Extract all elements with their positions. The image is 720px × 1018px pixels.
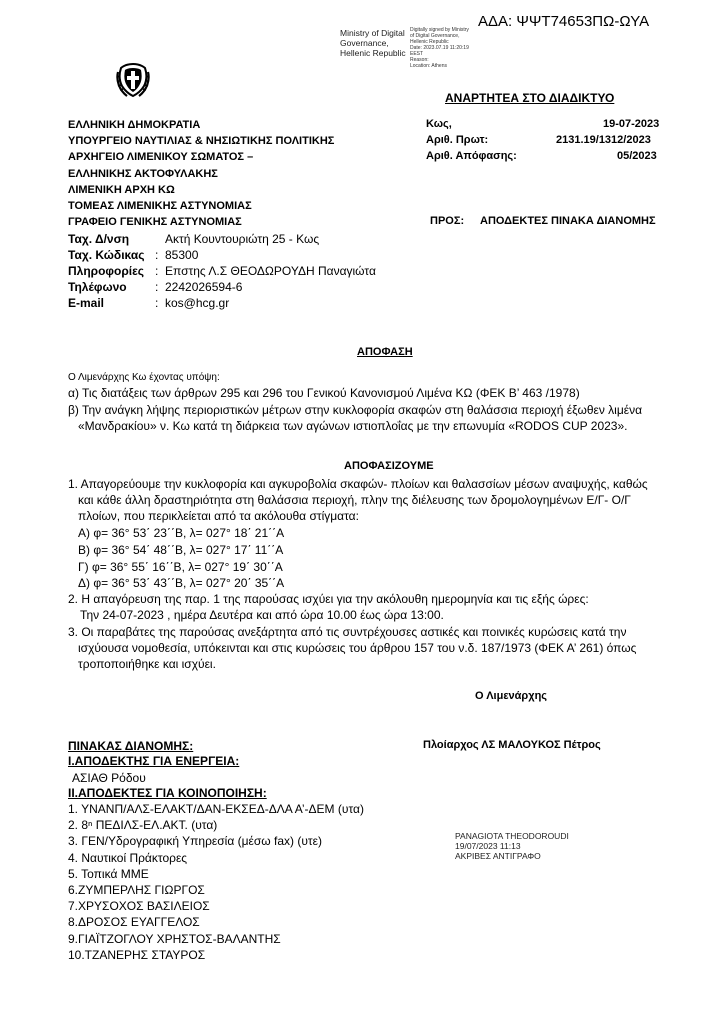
article1-line: πλοίων, που περικλείεται από τα ακόλουθα στίγματα: xyxy=(78,509,359,523)
separator: : xyxy=(155,248,159,262)
list-item: 5. Τοπικά ΜΜΕ xyxy=(68,866,149,881)
info-recipients-title: ΙΙ.ΑΠΟΔΕΚΤΕΣ ΓΙΑ ΚΟΙΝΟΠΟΙΗΣΗ: xyxy=(68,786,267,800)
address-label: Ταχ. Δ/νση xyxy=(68,232,130,246)
phone-label: Τηλέφωνο xyxy=(68,280,127,294)
list-item: 8.ΔΡΟΣΟΣ ΕΥΑΓΓΕΛΟΣ xyxy=(68,915,200,930)
coordinate-point: Δ) φ= 36° 53΄ 43΄΄Β, λ= 027° 20΄ 35΄΄Α xyxy=(78,576,285,590)
consideration-a: α) Τις διατάξεις των άρθρων 295 και 296 του Γενικού Κανονισμού Λιμένα ΚΩ (ΦΕΚ Β’ 463 /1978) xyxy=(68,386,580,400)
article2-line: 2. Η απαγόρευση της παρ. 1 της παρούσας ισχύει για την ακόλουθη ημερομηνία και τις εξής ώρες: xyxy=(68,592,589,606)
coordinate-point: Γ) φ= 36° 55΄ 16΄΄Β, λ= 027° 19΄ 30΄΄Α xyxy=(78,560,283,574)
article2-line: Την 24-07-2023 , ημέρα Δευτέρα και από ώρα 10.00 έως ώρα 13:00. xyxy=(80,608,444,622)
preamble: Ο Λιμενάρχης Κω έχοντας υπόψη: xyxy=(68,372,220,383)
ada-code: ΑΔΑ: ΨΨΤ74653ΠΩ-ΩΥΑ xyxy=(478,13,650,30)
phone-value: 2242026594-6 xyxy=(165,280,243,294)
article3-line: 3. Οι παραβάτες της παρούσας ανεξάρτητα από τις συντρέχουσες αστικές και ποινικές κυρώσεις κατά την xyxy=(68,625,627,639)
issuer-line: ΕΛΛΗΝΙΚΗΣ ΑΚΤΟΦΥΛΑΚΗΣ xyxy=(68,167,218,180)
decision-number: 05/2023 xyxy=(617,150,657,162)
article3-line: ισχύουσα νομοθεσία, υπόκεινται και στις κυρώσεις του άρθρου 157 του ν.δ. 187/1973 (ΦΕΚ Α’ 261) όπως xyxy=(78,641,637,655)
issuer-line: ΥΠΟΥΡΓΕΙΟ ΝΑΥΤΙΛΙΑΣ & ΝΗΣΙΩΤΙΚΗΣ ΠΟΛΙΤΙΚΗΣ xyxy=(68,135,335,148)
issuer-line: ΕΛΛΗΝΙΚΗ ΔΗΜΟΚΡΑΤΙΑ xyxy=(68,119,201,131)
document-date: 19-07-2023 xyxy=(603,118,660,130)
address-value: Ακτή Κουντουριώτη 25 - Κως xyxy=(165,232,320,246)
info-label: Πληροφορίες xyxy=(68,264,145,278)
recipients-label: ΠΡΟΣ: xyxy=(430,215,465,227)
issuer-line: ΑΡΧΗΓΕΙΟ ΛΙΜΕΝΙΚΟΥ ΣΩΜΑΤΟΣ – xyxy=(68,151,254,164)
postal-value: 85300 xyxy=(165,248,199,262)
separator: : xyxy=(155,280,159,294)
action-recipients-title: Ι.ΑΠΟΔΕΚΤΗΣ ΓΙΑ ΕΝΕΡΓΕΙΑ: xyxy=(68,754,240,768)
article1-line: και κάθε άλλη δραστηριότητα στη θαλάσσια περιοχή, πλην της διέλευσης των δρομολογημένων Ε/Γ- Ο/Γ xyxy=(78,493,631,507)
issuer-line: ΤΟΜΕΑΣ ΛΙΜΕΝΙΚΗΣ ΑΣΤΥΝΟΜΙΑΣ xyxy=(68,200,252,213)
issuer-line: ΛΙΜΕΝΙΚΗ ΑΡΧΗ ΚΩ xyxy=(68,183,175,196)
list-item: 6.ΖΥΜΠΕΡΛΗΣ ΓΙΩΡΓΟΣ xyxy=(68,883,205,898)
distribution-title: ΠΙΝΑΚΑΣ ΔΙΑΝΟΜΗΣ: xyxy=(68,739,194,753)
article3-line: τροποποιήθηκε και ισχύει. xyxy=(78,657,216,671)
digital-signature-signer: Ministry of Digital Governance, Hellenic Republic xyxy=(340,28,406,58)
list-item: 10.ΤΖΑΝΕΡΗΣ ΣΤΑΥΡΟΣ xyxy=(68,947,206,962)
copy-stamp: PANAGIOTA THEODOROUDI 19/07/2023 11:13 ΑΚΡΙΒΕΣ ΑΝΤΙΓΡΑΦΟ xyxy=(455,831,569,861)
decision-title: ΑΠΟΦΑΣΗ xyxy=(357,346,413,358)
action-recipient: ΑΣΙΑΘ Ρόδου xyxy=(72,771,146,785)
list-item: 2. 8ⁿ ΠΕΔΙΛΣ-ΕΛ.ΑΚΤ. (υτα) xyxy=(68,818,218,833)
info-value: Επστης Λ.Σ ΘΕΟΔΩΡΟΥΔΗ Παναγιώτα xyxy=(165,264,376,278)
postal-label: Ταχ. Κώδικας xyxy=(68,248,145,262)
protocol-label: Αριθ. Πρωτ: xyxy=(426,134,489,146)
issuer-block xyxy=(68,117,334,230)
email-label: E-mail xyxy=(68,296,105,310)
list-item: 4. Ναυτικοί Πράκτορες xyxy=(68,850,188,865)
info-recipients-list xyxy=(68,801,364,963)
decision-label: Αριθ. Απόφασης: xyxy=(426,150,517,162)
separator: : xyxy=(155,264,159,278)
list-item: 3. ΓΕΝ/Υδρογραφική Υπηρεσία (μέσω fax) (υτε) xyxy=(68,834,322,849)
place-label: Κως, xyxy=(426,118,452,130)
list-item: 9.ΓΙΑΪΤΖΟΓΛΟΥ ΧΡΗΣΤΟΣ-ΒΑΛΑΝΤΗΣ xyxy=(68,931,281,946)
article1-line: 1. Απαγορεύουμε την κυκλοφορία και αγκυροβολία σκαφών- πλοίων και θαλασσίων μέσων αναψυχής, καθώς xyxy=(68,477,648,491)
separator: : xyxy=(155,296,159,310)
issuer-line: ΓΡΑΦΕΙΟ ΓΕΝΙΚΗΣ ΑΣΤΥΝΟΜΙΑΣ xyxy=(68,216,242,229)
digital-signature-details: Digitally signed by Ministry of Digital Governance, Hellenic Republic Date: 2023.07.19 11:20:19 EEST Reason: Location: Athens xyxy=(410,27,469,69)
list-item: 7.ΧΡΥΣΟΧΟΣ ΒΑΣΙΛΕΙΟΣ xyxy=(68,899,210,914)
posting-notice: ΑΝΑΡΤΗΤΕΑ ΣΤΟ ΔΙΑΔΙΚΤΥΟ xyxy=(445,91,615,105)
protocol-number: 2131.19/1312/2023 xyxy=(556,134,651,146)
decide-title: ΑΠΟΦΑΣΙΖΟΥΜΕ xyxy=(344,460,434,472)
coordinate-point: Α) φ= 36° 53΄ 23΄΄Β, λ= 027° 18΄ 21΄΄Α xyxy=(78,526,285,540)
signer-title: Ο Λιμενάρχης xyxy=(475,690,548,702)
list-item: 1. ΥΝΑΝΠ/ΑΛΣ-ΕΛΑΚΤ/ΔΑΝ-ΕΚΣΕΔ-ΔΛΑ Α’-ΔΕΜ (υτα) xyxy=(68,802,364,816)
consideration-b: β) Την ανάγκη λήψης περιοριστικών μέτρων στην κυκλοφορία σκαφών στη θαλάσσια περιοχή έξωθεν λιμένα xyxy=(68,403,643,417)
consideration-b-cont: «Μανδρακίου» ν. Κω κατά τη διάρκεια των αγώνων ιστιοπλοΐας με την επωνυμία «RODOS CUP 2023». xyxy=(78,419,628,433)
signer-name: Πλοίαρχος ΛΣ ΜΑΛΟΥΚΟΣ Πέτρος xyxy=(423,739,601,751)
coordinate-point: Β) φ= 36° 54΄ 48΄΄Β, λ= 027° 17΄ 11΄΄Α xyxy=(78,543,284,557)
recipients-value: ΑΠΟΔΕΚΤΕΣ ΠΙΝΑΚΑ ΔΙΑΝΟΜΗΣ xyxy=(480,215,656,227)
hellenic-emblem-icon xyxy=(113,60,153,100)
email-value: kos@hcg.gr xyxy=(165,296,230,310)
